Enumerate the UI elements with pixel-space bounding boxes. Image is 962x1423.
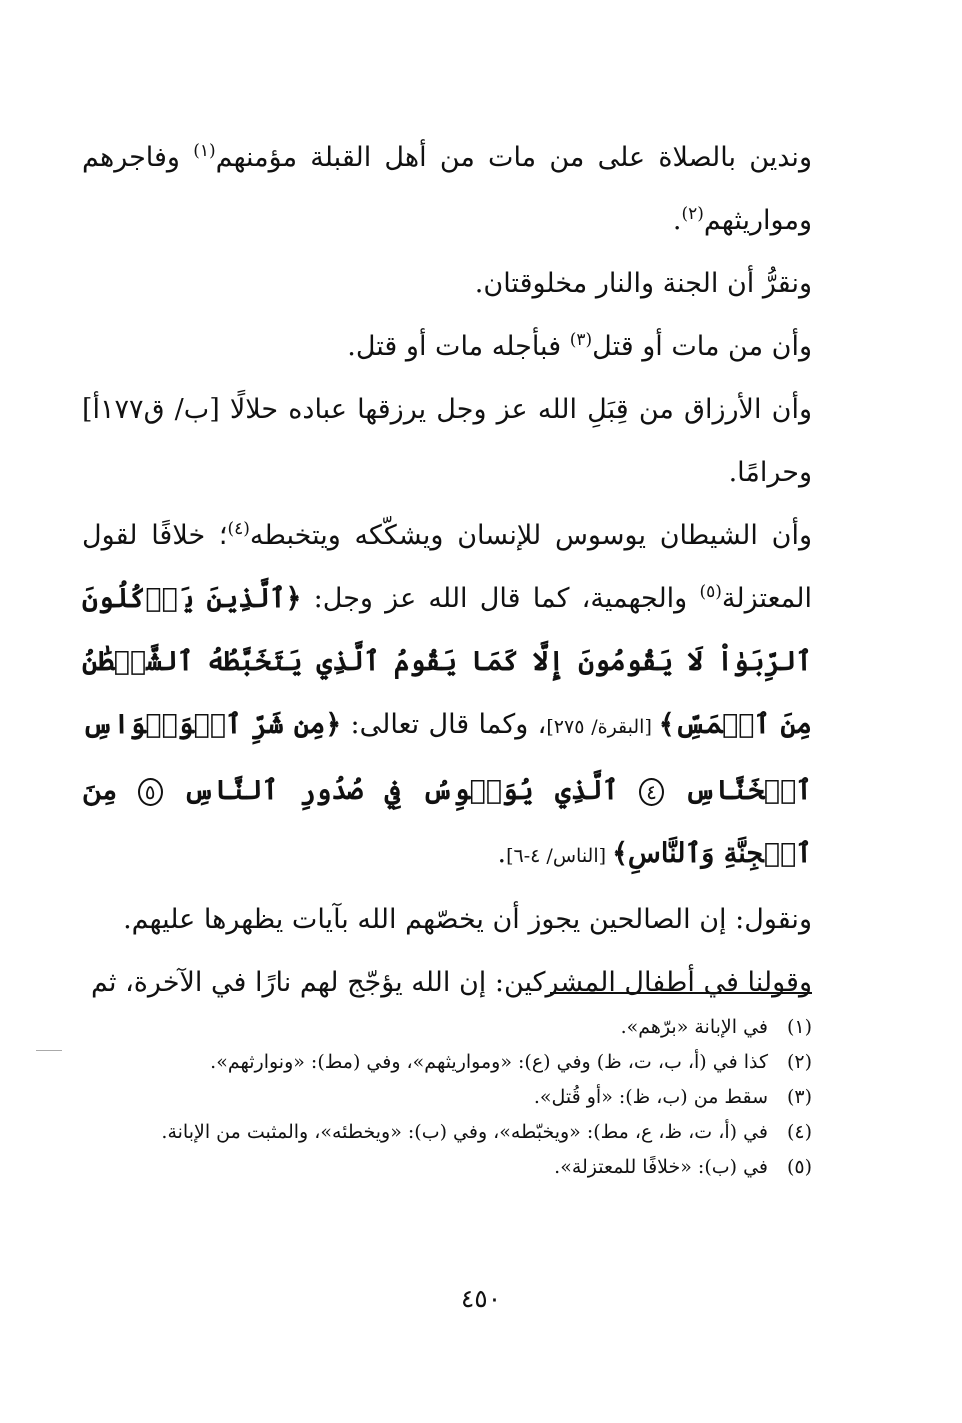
paragraph-text: ونقول: إن الصالحين يجوز أن يخصّهم الله بآيات يظهرها عليهم. (123, 904, 812, 935)
paragraph-children (82, 951, 812, 1014)
footnote-item (82, 1080, 812, 1115)
paragraph-text: والجهمية، كما قال الله عز وجل: (301, 583, 700, 614)
paragraph-satan (82, 504, 812, 888)
footnote-item (82, 1010, 812, 1045)
footnote-number: (١) (786, 1016, 812, 1038)
footnote-text: كذا في (أ، ب، ت، ظ) وفي (ع): «ومواريثهم»، وفي (مط): «ونوارثهم». (210, 1051, 768, 1073)
footnote-item (82, 1045, 812, 1080)
verse-reference: [البقرة/ ٢٧٥] (546, 716, 659, 738)
main-text-body (82, 126, 812, 1014)
paragraph-provision (82, 378, 812, 504)
footnote-ref-4[interactable]: (٤) (227, 519, 250, 539)
quran-verse: مِنَ ٱلۡجِنَّةِ وَٱلنَّاسِ﴾ (82, 775, 812, 869)
paragraph-death (82, 315, 812, 378)
paragraph-righteous (82, 888, 812, 951)
paragraph-prayer (82, 126, 812, 252)
footnote-separator (550, 992, 812, 994)
scan-margin-mark (36, 1050, 62, 1051)
paragraph-text: وأن الأرزاق من قِبَلِ الله عز وجل يرزقها عباده حلالًا [ب/ ق١٧٧أ] وحرامًا. (82, 394, 812, 488)
quran-verse: ٱلَّذِي يُوَسۡوِسُ فِي صُدُورِ ٱلنَّاسِ (183, 775, 619, 806)
paragraph-text: . (672, 205, 682, 236)
footnote-ref-1[interactable]: (١) (193, 141, 216, 161)
footnote-ref-5[interactable]: (٥) (699, 582, 722, 602)
paragraph-text: وأن الشيطان يوسوس للإنسان ويشكّكه ويتخبطه (249, 520, 812, 551)
paragraph-text: ؛ خلافًا لقول المعتزلة (82, 520, 812, 614)
footnote-ref-3[interactable]: (٣) (569, 330, 593, 350)
paragraph-paradise (82, 252, 812, 315)
paragraph-text: . (497, 838, 507, 869)
footnote-text: في (أ، ت، ظ، ع، مط): «ويخبّطه»، وفي (ب): «ويخطئه»، والمثبت من الإبانة. (161, 1121, 768, 1143)
paragraph-text: وفاجرهم ومواريثهم (82, 142, 812, 236)
paragraph-text: وقولنا في أطفال المشركين: إن الله يؤجّج لهم نارًا في الآخرة، ثم (91, 967, 812, 998)
footnote-item (82, 1150, 812, 1185)
footnote-number: (٢) (786, 1051, 812, 1073)
footnotes-section (82, 1010, 812, 1185)
ayah-number-marker: ٤ (639, 778, 664, 806)
ayah-number-marker: ٥ (138, 778, 163, 806)
quran-verse: ﴿مِن شَرِّ ٱلۡوَسۡوَاسِ ٱلۡخَنَّاسِ (82, 709, 812, 806)
footnote-text: في (ب): «خلافًا للمعتزلة». (554, 1156, 768, 1178)
paragraph-text: وندين بالصلاة على من مات من أهل القبلة مؤمنهم (215, 142, 812, 173)
footnote-number: (٣) (786, 1086, 812, 1108)
footnote-text: سقط من (ب، ظ): «أو قُتل». (533, 1086, 768, 1108)
paragraph-text: فبأجله مات أو قتل. (347, 331, 570, 362)
paragraph-text: ونقرُّ أن الجنة والنار مخلوقتان. (474, 268, 812, 299)
footnote-number: (٤) (786, 1121, 812, 1143)
quran-verse: ﴿ٱلَّذِينَ يَأۡكُلُونَ ٱلرِّبَوٰاْ لَا يَقُومُونَ إِلَّا كَمَا يَقُومُ ٱلَّذِي يَتَخَبَّطُهُ ٱلشَّيۡطَٰنُ مِنَ ٱلۡمَسِّ﴾ (82, 583, 812, 740)
paragraph-text: ، وكما قال تعالى: (341, 709, 547, 740)
verse-reference: [الناس/ ٤-٦] (506, 845, 613, 867)
paragraph-text: وأن من مات أو قتل (592, 331, 812, 362)
page-number: ٤٥٠ (460, 1284, 502, 1313)
footnote-ref-2[interactable]: (٢) (681, 204, 704, 224)
footnote-text: في الإبانة «برّهم». (620, 1016, 768, 1038)
footnote-number: (٥) (786, 1156, 812, 1178)
footnote-item (82, 1115, 812, 1150)
